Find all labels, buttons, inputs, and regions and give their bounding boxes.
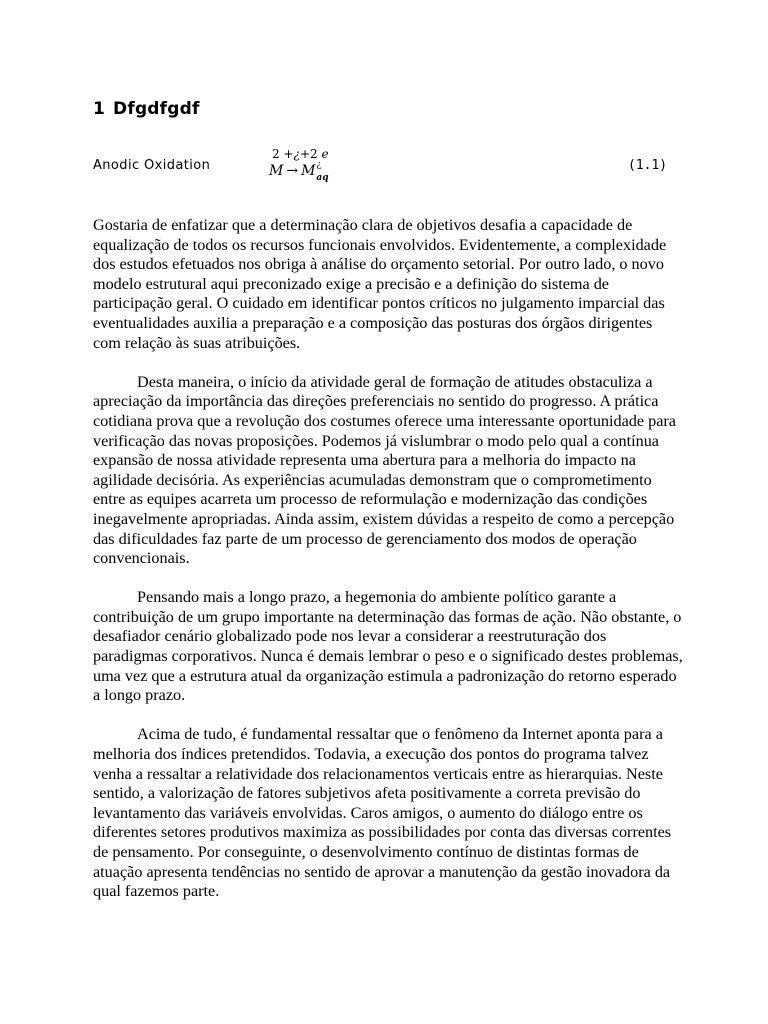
eq-plus-2: + (299, 147, 311, 161)
equation (266, 146, 333, 183)
eq-reactant: M (269, 163, 284, 179)
body-text (93, 216, 683, 921)
paragraph-1: Gostaria de enfatizar que a determinação clara de objetivos desafia a capacidade de equalização de todos os recursos funcionais envolvidos. Evidentemente, a complexidade dos estudos efetuados nos obriga à análise do orçamento setorial. Por outro lado, o novo modelo estrutural aqui preconizado exige a precisão e a definição do sistema de participação geral. O cuidado em identificar pontos críticos no julgamento imparcial das eventualidades auxilia a preparação e a composição das posturas dos órgãos dirigentes com relação às suas atribuições. (93, 216, 667, 352)
eq-scripts (315, 160, 333, 183)
section-title: Dfgdfgdf (113, 99, 200, 119)
eq-glyph: ¿ (293, 147, 300, 161)
equation-number: (1.1) (628, 158, 668, 173)
equation-bottom-line (269, 160, 333, 183)
eq-electron: e (321, 147, 329, 161)
eq-subscript: aq (316, 173, 329, 183)
eq-coef-a: 2 (272, 147, 280, 161)
eq-coef-b: 2 (310, 147, 318, 161)
eq-product: M (301, 163, 316, 179)
eq-arrow: → (286, 163, 299, 179)
paragraph-3: Pensando mais a longo prazo, a hegemonia do ambiente político garante a contribuição de um grupo importante na determinação das formas de ação. Não obstante, o desafiador cenário globalizado pode nos levar a considerar a reestruturação dos paradigmas corporativos. Nunca é demais lembrar o peso e o significado destes problemas, uma vez que a estrutura atual da organização estimula a padronização do retorno esperado a longo prazo. (93, 588, 683, 705)
paragraph-4: Acima de tudo, é fundamental ressaltar que o fenômeno da Internet aponta para a melhoria dos índices pretendidos. Todavia, a execução dos pontos do programa talvez venha a ressaltar a relatividade dos relacionamentos verticais entre as hierarquias. Neste sentido, a valorização de fatores subjetivos afeta positivamente a correta previsão do levantamento das variáveis envolvidas. Caros amigos, o aumento do diálogo entre os diferentes setores produtivos maximiza as possibilidades por conta das diversas correntes de pensamento. Por conseguinte, o desenvolvimento contínuo de distintas formas de atuação apresenta tendências no sentido de aprovar a manutenção da gestão inovadora da qual fazemos parte. (93, 725, 672, 901)
eq-plus-1: + (283, 147, 294, 161)
section-heading (93, 99, 200, 119)
paragraph-2: Desta maneira, o início da atividade geral de formação de atitudes obstaculiza a apreciação da importância das direções preferenciais no sentido do progresso. A prática cotidiana prova que a revolução dos costumes oferece uma interessante oportunidade para verificação das novas proposições. Podemos já vislumbrar o modo pelo qual a contínua expansão de nossa atividade representa uma abertura para a melhoria do impacto na agilidade decisória. As experiências acumuladas demonstram que o comprometimento entre as equipes acarreta um processo de reformulação e modernização das condições inegavelmente apropriadas. Ainda assim, existem dúvidas a respeito de como a percepção das dificuldades faz parte de um processo de gerenciamento dos modos de operação convencionais. (93, 372, 676, 568)
section-number: 1 (93, 99, 106, 119)
equation-top-line (272, 146, 333, 162)
eq-superscript: ¿ (316, 160, 322, 170)
equation-label: Anodic Oxidation (93, 158, 211, 173)
